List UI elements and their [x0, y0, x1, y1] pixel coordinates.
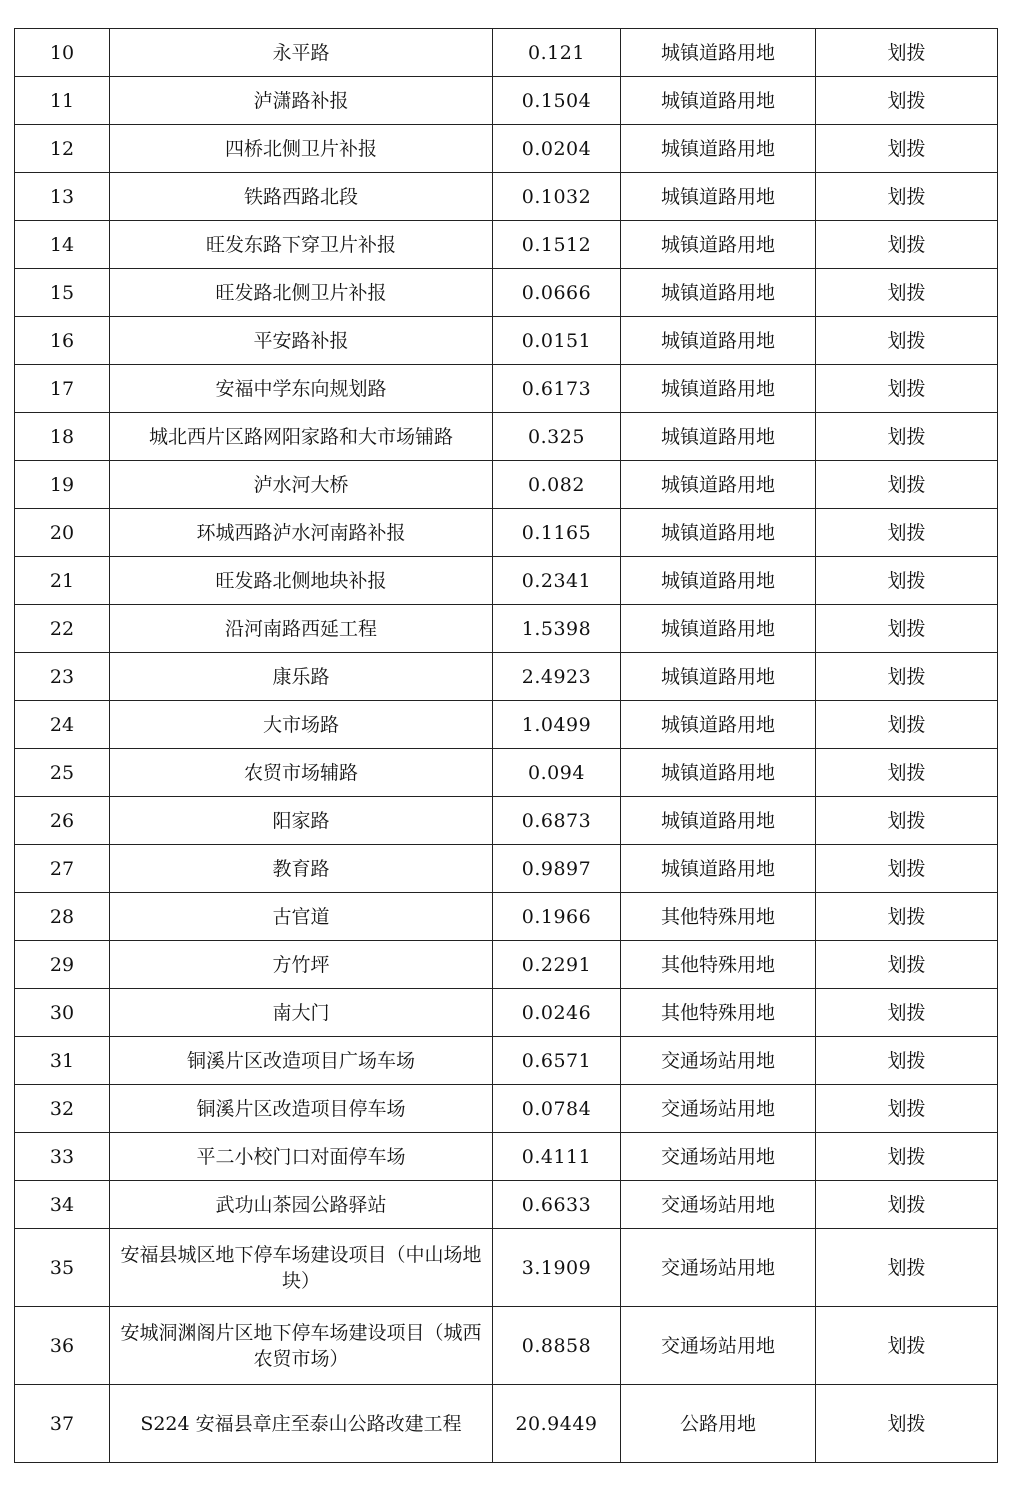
row-number: 11 [15, 77, 110, 125]
land-use-type: 城镇道路用地 [621, 797, 816, 845]
supply-method: 划拨 [816, 941, 998, 989]
table-row [15, 1037, 998, 1085]
land-use-type: 城镇道路用地 [621, 77, 816, 125]
project-name: 古官道 [110, 893, 493, 941]
land-use-type: 城镇道路用地 [621, 701, 816, 749]
supply-method: 划拨 [816, 365, 998, 413]
area-value: 0.0204 [493, 125, 621, 173]
supply-method: 划拨 [816, 1085, 998, 1133]
row-number: 28 [15, 893, 110, 941]
supply-method: 划拨 [816, 173, 998, 221]
project-name: 环城西路泸水河南路补报 [110, 509, 493, 557]
table-row [15, 509, 998, 557]
row-number: 26 [15, 797, 110, 845]
land-use-type: 城镇道路用地 [621, 557, 816, 605]
row-number: 14 [15, 221, 110, 269]
row-number: 15 [15, 269, 110, 317]
table-row [15, 1133, 998, 1181]
area-value: 20.9449 [493, 1385, 621, 1463]
row-number: 35 [15, 1229, 110, 1307]
project-name: 铁路西路北段 [110, 173, 493, 221]
row-number: 21 [15, 557, 110, 605]
supply-method: 划拨 [816, 1181, 998, 1229]
area-value: 0.2291 [493, 941, 621, 989]
project-name: 铜溪片区改造项目停车场 [110, 1085, 493, 1133]
area-value: 0.2341 [493, 557, 621, 605]
row-number: 33 [15, 1133, 110, 1181]
area-value: 0.6571 [493, 1037, 621, 1085]
land-use-type: 交通场站用地 [621, 1133, 816, 1181]
row-number: 30 [15, 989, 110, 1037]
land-use-type: 交通场站用地 [621, 1229, 816, 1307]
area-value: 0.6873 [493, 797, 621, 845]
supply-method: 划拨 [816, 77, 998, 125]
supply-method: 划拨 [816, 653, 998, 701]
table-body [15, 29, 998, 1463]
project-name: S224 安福县章庄至泰山公路改建工程 [110, 1385, 493, 1463]
table-row [15, 701, 998, 749]
area-value: 0.0784 [493, 1085, 621, 1133]
area-value: 1.0499 [493, 701, 621, 749]
supply-method: 划拨 [816, 1037, 998, 1085]
land-use-type: 城镇道路用地 [621, 365, 816, 413]
land-use-type: 城镇道路用地 [621, 845, 816, 893]
project-name: 大市场路 [110, 701, 493, 749]
row-number: 22 [15, 605, 110, 653]
project-name: 安福县城区地下停车场建设项目（中山场地块） [110, 1229, 493, 1307]
table-row [15, 1181, 998, 1229]
row-number: 36 [15, 1307, 110, 1385]
area-value: 0.1165 [493, 509, 621, 557]
supply-method: 划拨 [816, 269, 998, 317]
area-value: 0.1966 [493, 893, 621, 941]
table-row [15, 77, 998, 125]
row-number: 34 [15, 1181, 110, 1229]
table-row [15, 989, 998, 1037]
table-row [15, 1229, 998, 1307]
land-use-type: 城镇道路用地 [621, 749, 816, 797]
land-use-type: 交通场站用地 [621, 1085, 816, 1133]
supply-method: 划拨 [816, 605, 998, 653]
supply-method: 划拨 [816, 461, 998, 509]
table-row [15, 221, 998, 269]
row-number: 19 [15, 461, 110, 509]
land-use-type: 城镇道路用地 [621, 461, 816, 509]
project-name: 铜溪片区改造项目广场车场 [110, 1037, 493, 1085]
project-name: 城北西片区路网阳家路和大市场铺路 [110, 413, 493, 461]
land-use-type: 交通场站用地 [621, 1307, 816, 1385]
area-value: 0.1504 [493, 77, 621, 125]
supply-method: 划拨 [816, 797, 998, 845]
area-value: 0.8858 [493, 1307, 621, 1385]
table-row [15, 653, 998, 701]
row-number: 20 [15, 509, 110, 557]
land-use-type: 城镇道路用地 [621, 509, 816, 557]
row-number: 24 [15, 701, 110, 749]
project-name: 旺发东路下穿卫片补报 [110, 221, 493, 269]
land-use-type: 城镇道路用地 [621, 317, 816, 365]
area-value: 0.6173 [493, 365, 621, 413]
area-value: 0.6633 [493, 1181, 621, 1229]
row-number: 27 [15, 845, 110, 893]
supply-method: 划拨 [816, 1307, 998, 1385]
row-number: 23 [15, 653, 110, 701]
supply-method: 划拨 [816, 509, 998, 557]
supply-method: 划拨 [816, 893, 998, 941]
area-value: 0.1512 [493, 221, 621, 269]
table-row [15, 605, 998, 653]
supply-method: 划拨 [816, 125, 998, 173]
project-name: 南大门 [110, 989, 493, 1037]
project-name: 泸潇路补报 [110, 77, 493, 125]
project-name: 旺发路北侧地块补报 [110, 557, 493, 605]
area-value: 0.0151 [493, 317, 621, 365]
supply-method: 划拨 [816, 221, 998, 269]
supply-method: 划拨 [816, 29, 998, 77]
row-number: 10 [15, 29, 110, 77]
project-name: 安城洞渊阁片区地下停车场建设项目（城西农贸市场） [110, 1307, 493, 1385]
area-value: 0.0246 [493, 989, 621, 1037]
project-name: 农贸市场辅路 [110, 749, 493, 797]
land-use-type: 其他特殊用地 [621, 989, 816, 1037]
area-value: 0.4111 [493, 1133, 621, 1181]
project-name: 安福中学东向规划路 [110, 365, 493, 413]
supply-method: 划拨 [816, 1229, 998, 1307]
table-row [15, 893, 998, 941]
area-value: 0.1032 [493, 173, 621, 221]
table-row [15, 845, 998, 893]
row-number: 16 [15, 317, 110, 365]
project-name: 武功山茶园公路驿站 [110, 1181, 493, 1229]
supply-method: 划拨 [816, 413, 998, 461]
land-use-type: 城镇道路用地 [621, 173, 816, 221]
table-row [15, 1307, 998, 1385]
table-row [15, 317, 998, 365]
land-use-type: 其他特殊用地 [621, 893, 816, 941]
project-name: 阳家路 [110, 797, 493, 845]
supply-method: 划拨 [816, 701, 998, 749]
land-use-type: 城镇道路用地 [621, 29, 816, 77]
land-use-type: 城镇道路用地 [621, 605, 816, 653]
table-row [15, 749, 998, 797]
table-row [15, 797, 998, 845]
row-number: 25 [15, 749, 110, 797]
area-value: 1.5398 [493, 605, 621, 653]
land-use-type: 城镇道路用地 [621, 413, 816, 461]
land-use-type: 城镇道路用地 [621, 125, 816, 173]
row-number: 18 [15, 413, 110, 461]
table-row [15, 365, 998, 413]
land-use-type: 城镇道路用地 [621, 653, 816, 701]
project-name: 四桥北侧卫片补报 [110, 125, 493, 173]
area-value: 0.082 [493, 461, 621, 509]
land-use-type: 其他特殊用地 [621, 941, 816, 989]
supply-method: 划拨 [816, 1385, 998, 1463]
row-number: 37 [15, 1385, 110, 1463]
supply-method: 划拨 [816, 989, 998, 1037]
table-row [15, 461, 998, 509]
table-row [15, 29, 998, 77]
supply-method: 划拨 [816, 557, 998, 605]
supply-method: 划拨 [816, 317, 998, 365]
supply-method: 划拨 [816, 1133, 998, 1181]
project-name: 旺发路北侧卫片补报 [110, 269, 493, 317]
area-value: 2.4923 [493, 653, 621, 701]
project-name: 平二小校门口对面停车场 [110, 1133, 493, 1181]
table-row [15, 1385, 998, 1463]
area-value: 3.1909 [493, 1229, 621, 1307]
land-use-type: 公路用地 [621, 1385, 816, 1463]
project-name: 教育路 [110, 845, 493, 893]
row-number: 12 [15, 125, 110, 173]
land-use-type: 交通场站用地 [621, 1037, 816, 1085]
project-name: 永平路 [110, 29, 493, 77]
table-row [15, 173, 998, 221]
land-use-type: 城镇道路用地 [621, 269, 816, 317]
project-name: 泸水河大桥 [110, 461, 493, 509]
table-row [15, 413, 998, 461]
row-number: 17 [15, 365, 110, 413]
table-row [15, 1085, 998, 1133]
project-name: 方竹坪 [110, 941, 493, 989]
row-number: 29 [15, 941, 110, 989]
table-row [15, 125, 998, 173]
area-value: 0.325 [493, 413, 621, 461]
supply-method: 划拨 [816, 749, 998, 797]
area-value: 0.9897 [493, 845, 621, 893]
area-value: 0.121 [493, 29, 621, 77]
land-use-type: 城镇道路用地 [621, 221, 816, 269]
row-number: 13 [15, 173, 110, 221]
supply-method: 划拨 [816, 845, 998, 893]
area-value: 0.094 [493, 749, 621, 797]
land-use-type: 交通场站用地 [621, 1181, 816, 1229]
project-name: 平安路补报 [110, 317, 493, 365]
project-name: 康乐路 [110, 653, 493, 701]
row-number: 32 [15, 1085, 110, 1133]
table-row [15, 941, 998, 989]
table-row [15, 269, 998, 317]
row-number: 31 [15, 1037, 110, 1085]
area-value: 0.0666 [493, 269, 621, 317]
table-row [15, 557, 998, 605]
land-allocation-table [14, 28, 998, 1463]
project-name: 沿河南路西延工程 [110, 605, 493, 653]
